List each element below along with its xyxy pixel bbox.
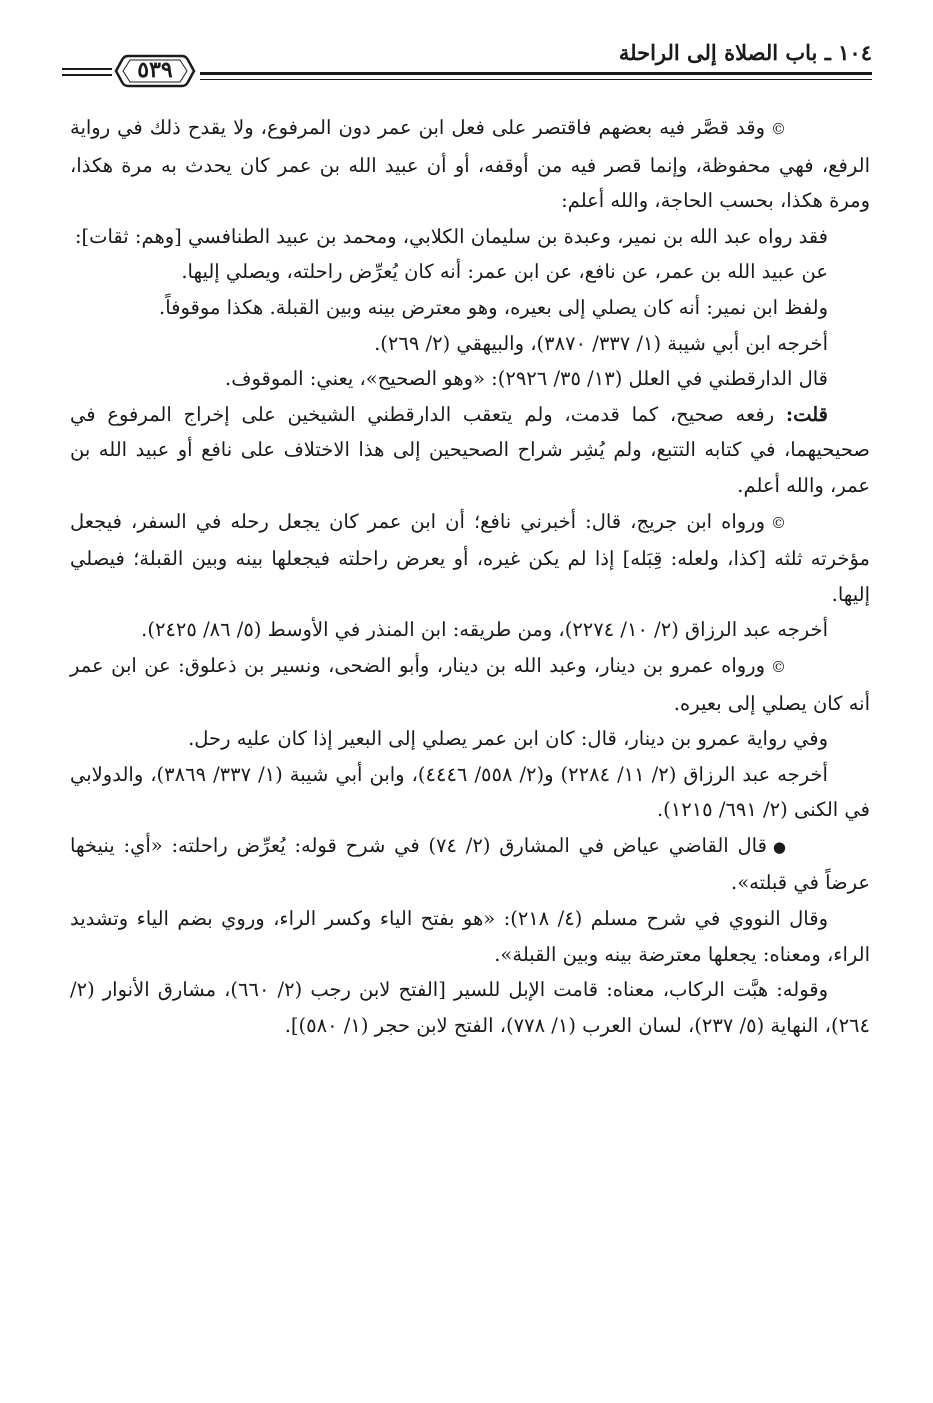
page-number: ٥٣٩: [137, 57, 173, 83]
paragraph-bullet-icon: ©: [771, 120, 786, 138]
paragraph: [70, 219, 870, 255]
header-rule-thick: [200, 72, 872, 75]
paragraph-text: عن عبيد الله بن عمر، عن نافع، عن ابن عمر: أنه كان يُعرِّض راحلته، ويصلي إليها.: [181, 260, 828, 284]
paragraph: [70, 397, 870, 504]
paragraph: [70, 110, 870, 219]
page-header: [62, 40, 872, 92]
paragraph-bullet-icon: ●: [772, 837, 786, 856]
paragraph-text: رفعه صحيح، كما قدمت، ولم يتعقب الدارقطني الشيخين على إخراج المرفوع في صحيحيهما، في كتابه التتبع، ولم يُشِر شراح الصحيحين إلى هذا الاختلاف على نافع أو عبيد الله بن عمر، والله أعلم.: [70, 402, 870, 497]
paragraph-text: أخرجه ابن أبي شيبة (١/ ٣٣٧/ ٣٨٧٠)، والبيهقي (٢/ ٢٦٩).: [374, 331, 828, 355]
paragraph-text: ولفظ ابن نمير: أنه كان يصلي إلى بعيره، وهو معترض بينه وبين القبلة. هكذا موقوفاً.: [159, 295, 828, 319]
paragraph: [70, 290, 870, 326]
paragraph: [70, 901, 870, 972]
paragraph-text: ورواه عمرو بن دينار، وعبد الله بن دينار، وأبو الضحى، ونسير بن ذعلوق: عن ابن عمر أنه كان يصلي إلى بعيره.: [70, 653, 870, 715]
paragraph-text: فقد رواه عبد الله بن نمير، وعبدة بن سليمان الكلابي، ومحمد بن عبيد الطنافسي [وهم: ثقات]:: [74, 224, 828, 248]
paragraph: [70, 361, 870, 397]
paragraph-text: قال القاضي عياض في المشارق (٢/ ٧٤) في شرح قوله: يُعرِّض راحلته: «أي: ينيخها عرضاً في قبلته».: [70, 833, 870, 895]
paragraph-text: ورواه ابن جريج، قال: أخبرني نافع؛ أن ابن عمر كان يجعل رحله في السفر، فيجعل مؤخرته ثلثه [كذا، ولعله: قِبَله] إذا لم يكن غيره، أو يعرض راحلته فيجعلها بينه وبين القبلة؛ فيصلي إليها.: [70, 509, 870, 606]
paragraph-text: وقوله: هبَّت الركاب، معناه: قامت الإبل للسير [الفتح لابن رجب (٢/ ٦٦٠)، مشارق الأنوار (٢/ ٢٦٤)، النهاية (٥/ ٢٣٧)، لسان العرب (١/ ٧٧٨)، الفتح لابن حجر (١/ ٥٨٠)].: [70, 978, 870, 1037]
paragraph: [70, 612, 870, 648]
paragraph: [70, 757, 870, 828]
header-left-rule: [62, 68, 112, 70]
paragraph-text: أخرجه عبد الرزاق (٢/ ١١/ ٢٢٨٤) و(٢/ ٥٥٨/ ٤٤٤٦)، وابن أبي شيبة (١/ ٣٣٧/ ٣٨٦٩)، والدولابي في الكنى (٢/ ٦٩١/ ١٢١٥).: [70, 762, 870, 822]
paragraph: [70, 254, 870, 290]
paragraph-bullet-icon: ©: [771, 657, 786, 676]
paragraph: [70, 326, 870, 362]
paragraph-text: وقد قصَّر فيه بعضهم فاقتصر على فعل ابن عمر دون المرفوع، ولا يقدح ذلك في رواية الرفع، فهي محفوظة، وإنما قصر فيه من أوقفه، أو أن عبيد الله بن عمر كان يحدث به مرة هكذا، ومرة هكذا، بحسب الحاجة، والله أعلم:: [70, 116, 870, 213]
paragraph: [70, 972, 870, 1043]
paragraph: [70, 504, 870, 613]
paragraph-text: أخرجه عبد الرزاق (٢/ ١٠/ ٢٢٧٤)، ومن طريقه: ابن المنذر في الأوسط (٥/ ٨٦/ ٢٤٢٥).: [141, 618, 828, 642]
paragraph-text: قال الدارقطني في العلل (١٣/ ٣٥/ ٢٩٢٦): «وهو الصحيح»، يعني: الموقوف.: [225, 367, 828, 391]
paragraph: [70, 828, 870, 901]
paragraph: [70, 648, 870, 721]
chapter-title: ١٠٤ ـ باب الصلاة إلى الراحلة: [618, 40, 872, 65]
paragraph-bullet-icon: ©: [771, 513, 786, 532]
paragraph-lead: قلت:: [785, 402, 828, 426]
page-number-badge: [114, 54, 196, 88]
paragraph: [70, 721, 870, 757]
paragraph-text: وقال النووي في شرح مسلم (٤/ ٢١٨): «هو بفتح الياء وكسر الراء، وروي بضم الياء وتشديد الراء، ومعناه: يجعلها معترضة بينه وبين القبلة».: [70, 907, 870, 966]
header-left-rule: [62, 74, 112, 76]
body-text: [70, 110, 870, 1043]
header-rule-thin: [200, 79, 872, 80]
paragraph-text: وفي رواية عمرو بن دينار، قال: كان ابن عمر يصلي إلى البعير إذا كان عليه رحل.: [188, 727, 828, 751]
